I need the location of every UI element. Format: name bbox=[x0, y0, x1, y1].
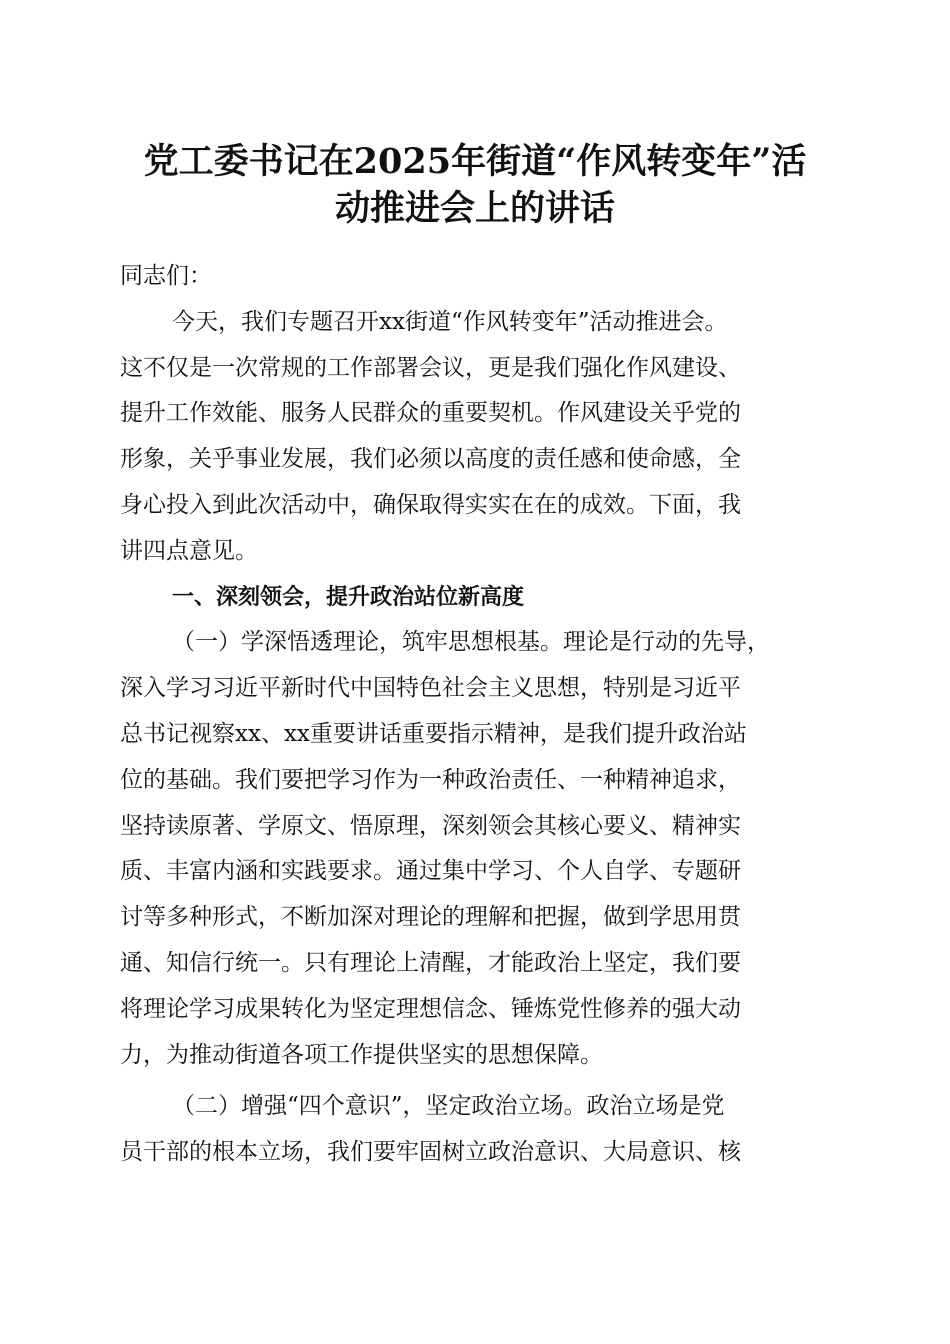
paragraph-line: 质、丰富内涵和实践要求。通过集中学习、个人自学、专题研 bbox=[120, 858, 741, 885]
paragraph-line: 员干部的根本立场，我们要牢固树立政治意识、大局意识、核 bbox=[120, 1139, 741, 1166]
document-body bbox=[120, 254, 832, 1176]
title-line-2: 动推进会上的讲话 bbox=[334, 188, 615, 229]
paragraph-line: 坚持读原著、学原文、悟原理，深刻领会其核心要义、精神实 bbox=[120, 812, 741, 839]
intro-line: 提升工作效能、服务人民群众的重要契机。作风建设关乎党的 bbox=[120, 400, 741, 427]
intro-line: 今天，我们专题召开xx街道“作风转变年”活动推进会。 bbox=[172, 308, 728, 335]
intro-line: 这不仅是一次常规的工作部署会议，更是我们强化作风建设、 bbox=[120, 354, 741, 381]
paragraph-line: 深入学习习近平新时代中国特色社会主义思想，特别是习近平 bbox=[120, 675, 741, 702]
title-line-1: 党工委书记在2025年街道“作风转变年”活 bbox=[143, 141, 807, 182]
section-heading-1: 一、深刻领会，提升政治站位新高度 bbox=[172, 584, 525, 610]
salutation: 同志们： bbox=[120, 263, 212, 289]
paragraph-line: 讨等多种形式，不断加深对理论的理解和把握，做到学思用贯 bbox=[120, 904, 741, 931]
paragraph-line: （二）增强“四个意识”，坚定政治立场。政治立场是党 bbox=[172, 1093, 725, 1120]
paragraph-line: 力，为推动街道各项工作提供坚实的思想保障。 bbox=[120, 1041, 603, 1068]
paragraph-line: 位的基础。我们要把学习作为一种政治责任、一种精神追求， bbox=[120, 766, 741, 793]
intro-line: 身心投入到此次活动中，确保取得实实在在的成效。下面，我 bbox=[120, 491, 741, 518]
paragraph-line: 通、知信行统一。只有理论上清醒，才能政治上坚定，我们要 bbox=[120, 949, 741, 976]
document-title bbox=[100, 138, 850, 232]
paragraph-line: 将理论学习成果转化为坚定理想信念、锤炼党性修养的强大动 bbox=[120, 995, 741, 1022]
intro-line: 形象，关乎事业发展，我们必须以高度的责任感和使命感，全 bbox=[120, 446, 741, 473]
intro-line: 讲四点意见。 bbox=[120, 537, 258, 564]
paragraph-line: （一）学深悟透理论，筑牢思想根基。理论是行动的先导， bbox=[172, 629, 770, 656]
paragraph-line: 总书记视察xx、xx重要讲话重要指示精神，是我们提升政治站 bbox=[120, 720, 747, 747]
